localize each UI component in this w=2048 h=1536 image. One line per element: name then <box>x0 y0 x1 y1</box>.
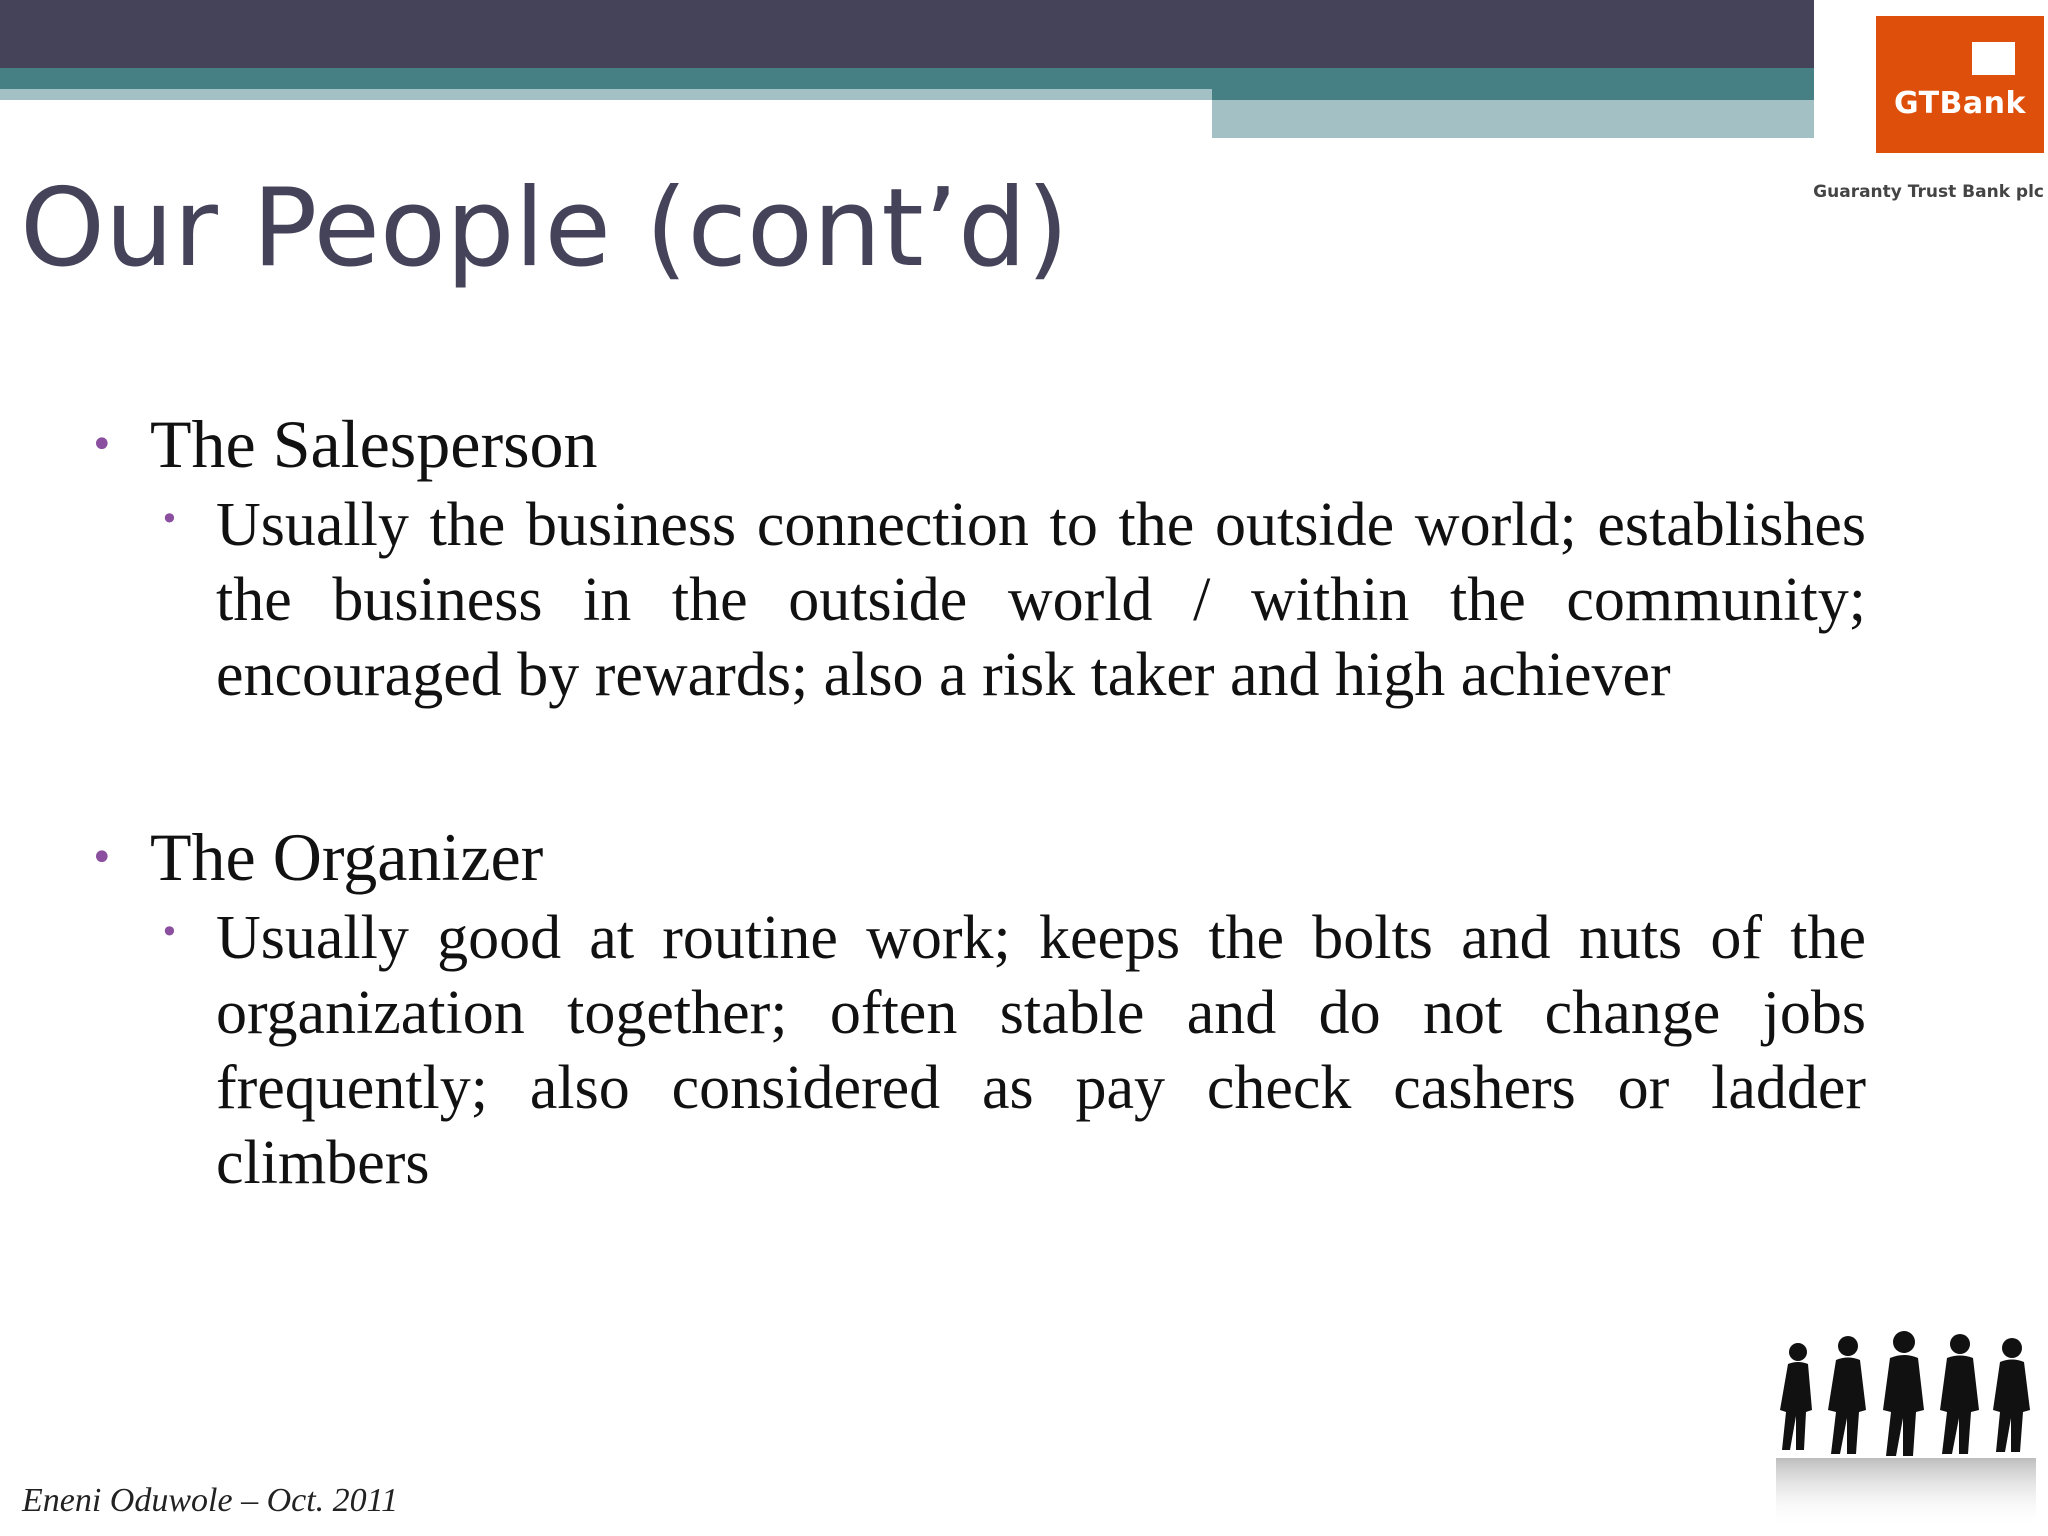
round-bullet-icon: • <box>90 422 114 468</box>
round-bullet-icon: • <box>160 500 179 538</box>
round-bullet-icon: • <box>90 835 114 881</box>
header-light-block <box>1212 100 1814 138</box>
section-body: Usually the business connection to the outside world; establishes the business in the outside world / within the community; encouraged by rewards; also a risk taker and high achiever <box>216 491 1866 709</box>
logo-tagline: Guaranty Trust Bank plc <box>1813 182 2044 202</box>
logo-square-icon <box>1972 42 2015 75</box>
header-light-stripe <box>0 89 1212 100</box>
section-salesperson <box>0 400 1880 713</box>
sub-bullet-item <box>0 901 1880 1201</box>
gtbank-logo <box>1876 16 2044 153</box>
section-heading: The Organizer <box>150 819 544 895</box>
logo-text: GTBank <box>1894 86 2026 121</box>
section-body: Usually good at routine work; keeps the bolts and nuts of the organization together; often stable and do not change jobs frequently; also considered as pay check cashers or ladder climbers <box>216 904 1866 1197</box>
sub-bullet-item <box>0 488 1880 713</box>
round-bullet-icon: • <box>160 913 179 951</box>
section-organizer <box>0 813 1880 1201</box>
slide-content <box>0 400 1880 1201</box>
header-dark-bar <box>0 0 1814 68</box>
slide-title: Our People (cont’d) <box>20 166 1069 291</box>
walking-people-silhouettes-icon <box>1756 1330 2048 1536</box>
section-heading: The Salesperson <box>150 406 598 482</box>
footer-author-date: Eneni Oduwole – Oct. 2011 <box>22 1482 399 1519</box>
